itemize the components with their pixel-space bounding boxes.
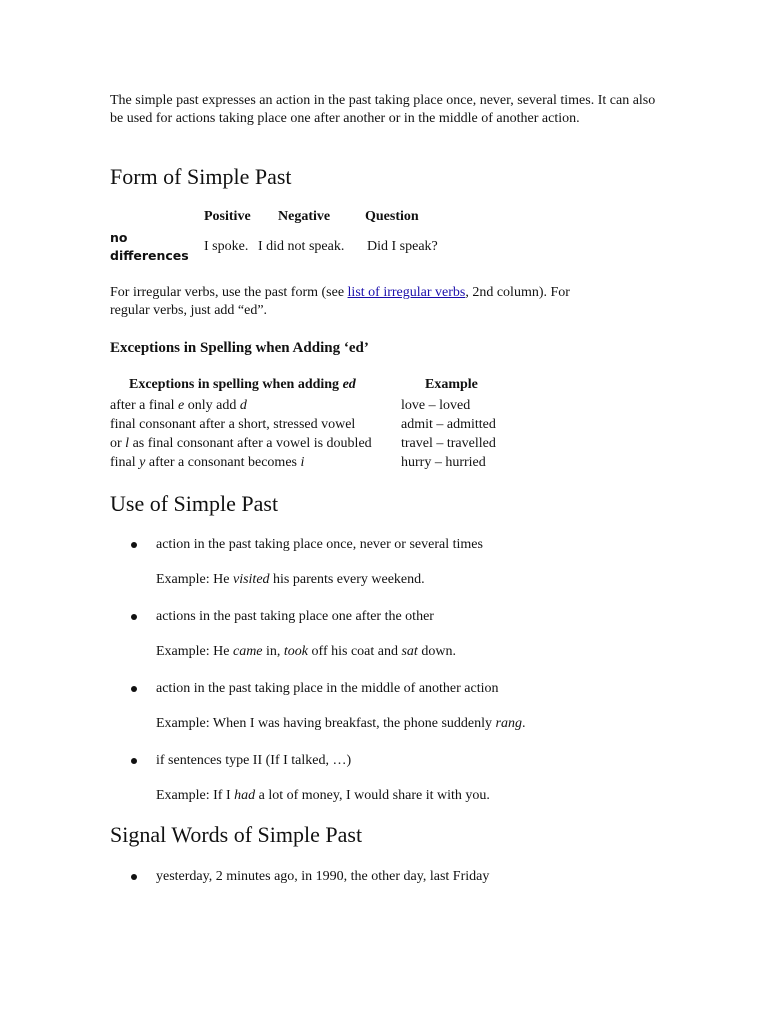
exception-example: admit – admitted <box>401 417 496 432</box>
exception-rule-em: d <box>239 398 247 413</box>
example-text: off his coat and <box>308 644 402 659</box>
example-em: took <box>283 644 309 659</box>
exception-rule <box>110 454 304 472</box>
signal-heading: Signal Words of Simple Past <box>110 822 363 847</box>
bullet-icon <box>131 542 137 548</box>
form-row-label: no differences <box>110 230 189 263</box>
exception-rule-em: y <box>139 455 146 470</box>
use-list-item: action in the past taking place in the middle of another action <box>156 681 499 696</box>
form-heading: Form of Simple Past <box>110 164 292 189</box>
exception-rule-text: final <box>110 455 140 470</box>
exceptions-header-rule-em: ed <box>342 377 356 392</box>
irregular-text-after: , 2nd column). For <box>465 285 570 300</box>
form-positive: I spoke. <box>204 239 249 254</box>
exception-example: hurry – hurried <box>401 455 486 470</box>
exception-example: travel – travelled <box>401 436 496 451</box>
use-list-item: actions in the past taking place one after the other <box>156 609 434 624</box>
form-header-negative: Negative <box>278 209 331 224</box>
example-em: visited <box>232 572 270 587</box>
exceptions-header-example: Example <box>425 377 478 392</box>
example-text: Example: When I was having breakfast, the phone suddenly <box>156 716 496 731</box>
exception-example: love – loved <box>401 398 471 413</box>
exception-rule-text: after a final <box>110 398 179 413</box>
form-negative: I did not speak. <box>258 239 345 254</box>
example-text: Example: He <box>156 644 233 659</box>
use-list-item: action in the past taking place once, never or several times <box>156 537 483 552</box>
example-text: Example: He <box>156 572 233 587</box>
signal-list-item: yesterday, 2 minutes ago, in 1990, the other day, last Friday <box>156 869 490 884</box>
exception-rule-em: i <box>300 455 305 470</box>
exceptions-header-rule <box>129 377 356 393</box>
irregular-verbs-link[interactable]: list of irregular verbs <box>347 285 466 300</box>
use-list-item: if sentences type II (If I talked, …) <box>156 753 352 768</box>
example-text: a lot of money, I would share it with you. <box>255 788 490 803</box>
use-example <box>156 643 456 661</box>
exceptions-heading: Exceptions in Spelling when Adding ‘ed’ <box>110 340 369 356</box>
example-em: rang <box>495 716 522 731</box>
bullet-icon <box>131 686 137 692</box>
example-em: came <box>232 644 263 659</box>
form-question: Did I speak? <box>367 239 438 254</box>
irregular-paragraph <box>110 284 670 320</box>
exception-rule-text: or <box>110 436 126 451</box>
exception-rule-text: only add <box>184 398 240 413</box>
form-header-positive: Positive <box>204 209 251 224</box>
exception-rule-text: final consonant after a short, stressed vowel <box>110 417 356 432</box>
example-em: sat <box>401 644 418 659</box>
irregular-text-before: For irregular verbs, use the past form (see <box>110 285 348 300</box>
irregular-text-line2: regular verbs, just add “ed”. <box>110 303 268 318</box>
exceptions-header-rule-text: Exceptions in spelling when adding <box>129 377 343 392</box>
use-heading: Use of Simple Past <box>110 491 279 516</box>
use-example <box>156 571 425 589</box>
form-header-question: Question <box>365 209 419 224</box>
exception-rule-text: as final consonant after a vowel is doubled <box>129 436 372 451</box>
exception-rule <box>110 435 372 453</box>
exception-rule <box>110 416 355 434</box>
use-example <box>156 787 490 805</box>
example-text: Example: If I <box>156 788 235 803</box>
example-text: his parents every weekend. <box>269 572 425 587</box>
bullet-icon <box>131 758 137 764</box>
exception-rule-em: e <box>178 398 185 413</box>
example-text: down. <box>417 644 456 659</box>
exception-rule <box>110 397 247 415</box>
use-example <box>156 715 526 733</box>
example-em: had <box>234 788 256 803</box>
exception-rule-text: after a consonant becomes <box>145 455 301 470</box>
intro-paragraph: The simple past expresses an action in the past taking place once, never, several times. It can also be used for actions taking place one after another or in the middle of another action. <box>110 93 656 126</box>
example-text: . <box>522 716 526 731</box>
bullet-icon <box>131 874 137 880</box>
exception-rule-em: l <box>125 436 130 451</box>
example-text: in, <box>262 644 284 659</box>
bullet-icon <box>131 614 137 620</box>
